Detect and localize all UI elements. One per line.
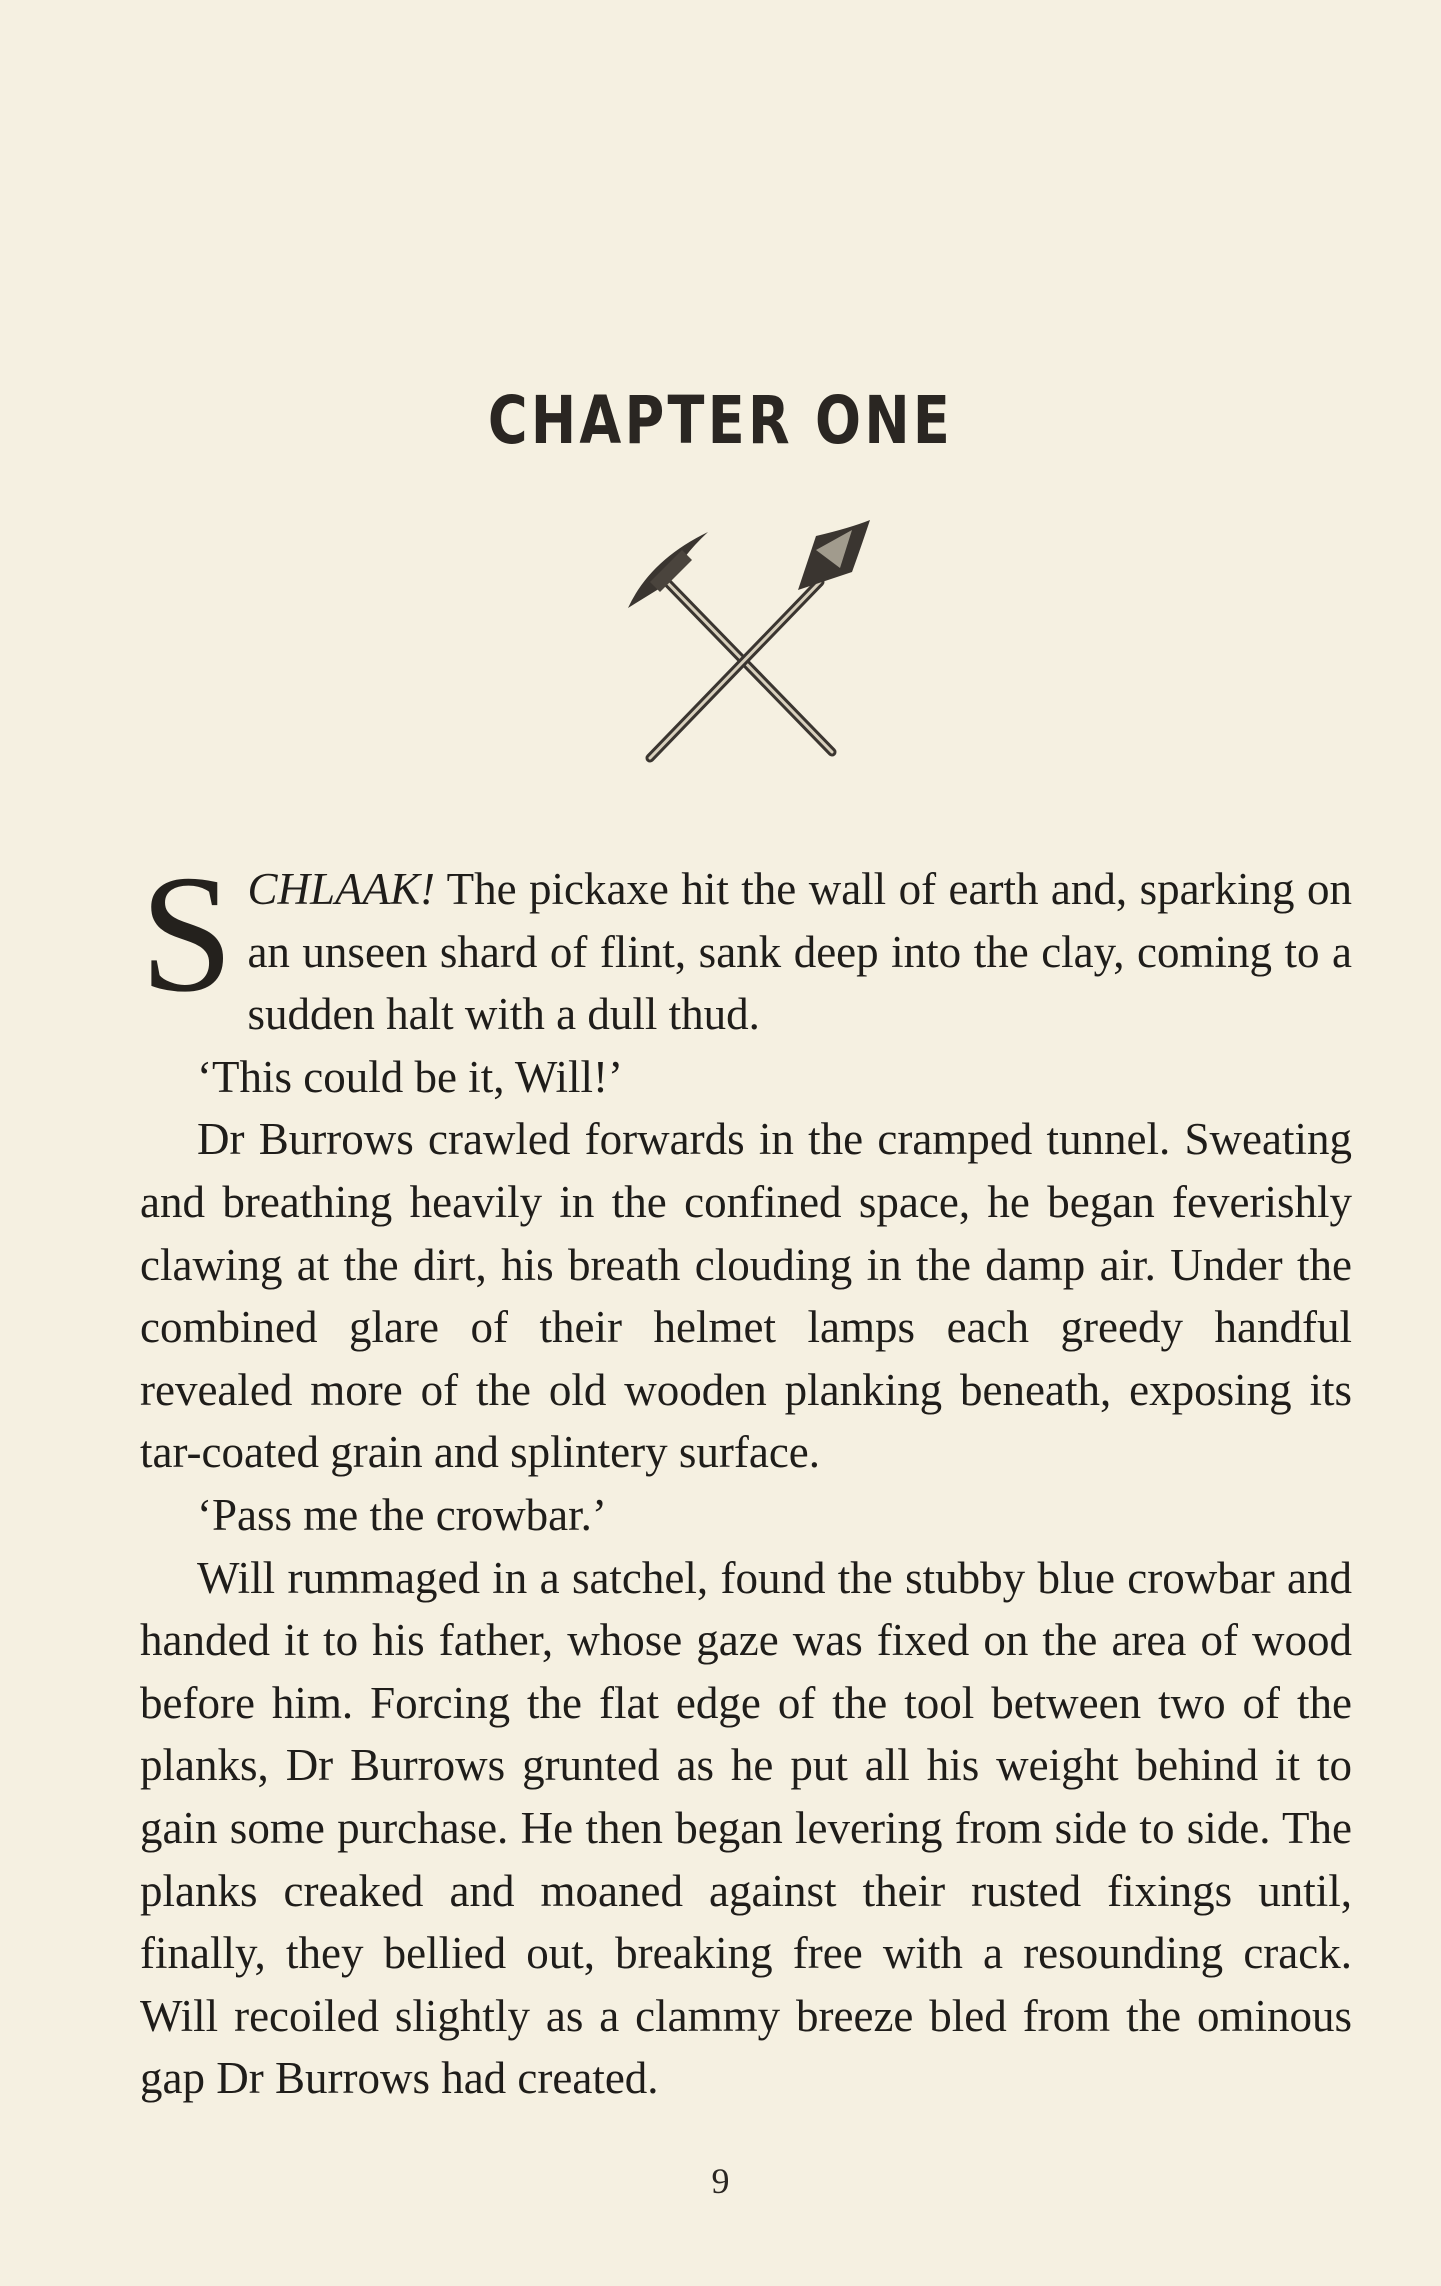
paragraph: ‘This could be it, Will!’ — [197, 1051, 624, 1102]
paragraph: ‘Pass me the crowbar.’ — [197, 1489, 607, 1540]
opening-italic-word: CHLAAK! — [247, 864, 435, 914]
chapter-body — [140, 841, 1352, 2110]
paragraph-text: The pickaxe hit the wall of earth and, sparking on an unseen shard of flint, sank deep into the clay, coming to a sudden halt with a dull thud. — [247, 864, 1352, 1040]
page-number: 9 — [711, 2161, 730, 2201]
crossed-pickaxe-and-spade-icon — [620, 520, 880, 770]
paragraph: Dr Burrows crawled forwards in the cramped tunnel. Sweating and breathing heavily in the confined space, he began feverishly clawing at the dirt, his breath clouding in the damp air. Under the combined glare of their helmet lamps each greedy handful revealed more of the old wooden planking beneath, exposing its tar-coated grain and splintery surface. — [140, 1114, 1352, 1478]
drop-cap: S — [140, 841, 234, 1027]
paragraph: Will rummaged in a satchel, found the stubby blue crowbar and handed it to his father, whose gaze was fixed on the area of wood before him. Forcing the flat edge of the tool between two of the planks, Dr Burrows grunted as he put all his weight behind it to gain some purchase. He then began levering from side to side. The planks creaked and moaned against their rusted fixings until, finally, they bellied out, breaking free with a resounding crack. Will recoiled slightly as a clammy breeze bled from the ominous gap Dr Burrows had created. — [140, 1552, 1352, 2104]
opening-paragraph — [140, 841, 1352, 1046]
chapter-title: CHAPTER ONE — [487, 382, 954, 459]
